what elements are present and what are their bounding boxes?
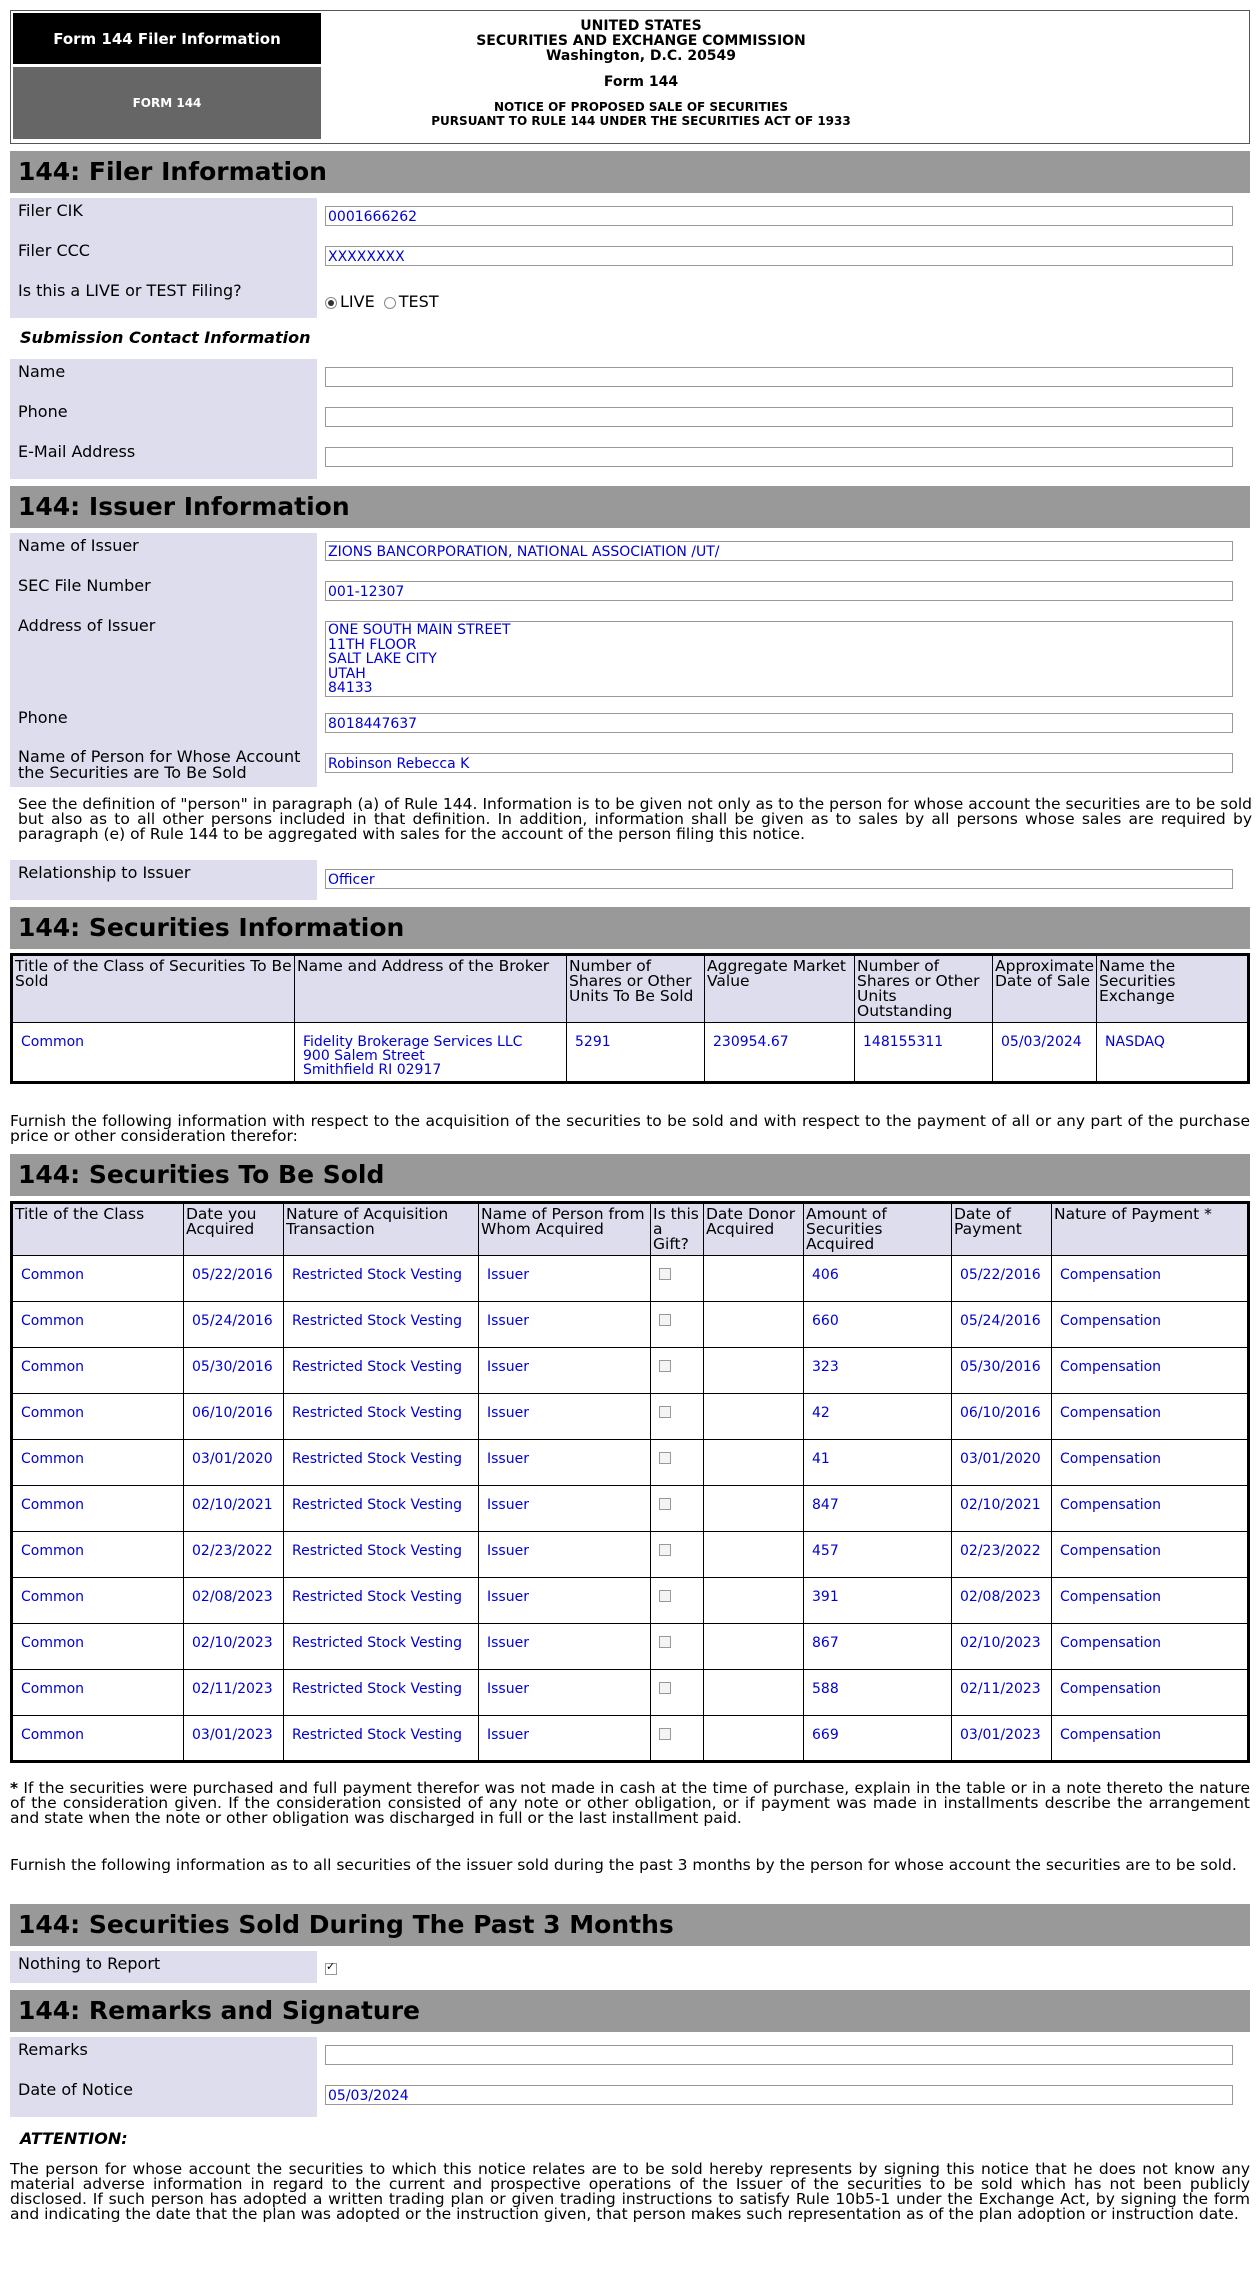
nothing-to-report-checkbox[interactable] [325, 1963, 337, 1975]
address-line: UTAH [328, 665, 366, 682]
amount-cell: 867 [804, 1624, 952, 1670]
securities-to-be-sold-table [10, 1201, 1250, 1763]
table-row [12, 1670, 1249, 1716]
contact-phone-label: Phone [10, 399, 317, 439]
amount-cell: 406 [804, 1256, 952, 1302]
date-acquired-cell: 02/10/2021 [184, 1486, 284, 1532]
gift-cell [651, 1440, 704, 1486]
relationship-field[interactable]: Officer [325, 869, 1233, 889]
is-gift-checkbox[interactable] [659, 1544, 671, 1556]
broker-cell [295, 1023, 567, 1083]
date-acquired-cell: 05/30/2016 [184, 1348, 284, 1394]
table-row [12, 1486, 1249, 1532]
acquired-from-cell: Issuer [479, 1486, 651, 1532]
broker-line: 900 Salem Street [303, 1048, 425, 1064]
market-value-cell: 230954.67 [705, 1023, 855, 1083]
section-securities-to-be-sold: 144: Securities To Be Sold [10, 1154, 1250, 1196]
gift-cell [651, 1716, 704, 1762]
payment-date-cell: 05/22/2016 [952, 1256, 1052, 1302]
donor-date-cell [704, 1440, 804, 1486]
acquired-from-cell: Issuer [479, 1256, 651, 1302]
acquired-from-cell: Issuer [479, 1670, 651, 1716]
column-header: Name the Securities Exchange [1097, 955, 1249, 1023]
amount-cell: 457 [804, 1532, 952, 1578]
nature-cell: Restricted Stock Vesting [284, 1256, 479, 1302]
table-row [12, 1716, 1249, 1762]
date-acquired-cell: 02/10/2023 [184, 1624, 284, 1670]
live-test-label: Is this a LIVE or TEST Filing? [10, 278, 317, 318]
payment-date-cell: 02/10/2021 [952, 1486, 1052, 1532]
date-acquired-cell: 05/22/2016 [184, 1256, 284, 1302]
payment-date-cell: 05/24/2016 [952, 1302, 1052, 1348]
donor-date-cell [704, 1670, 804, 1716]
contact-email-label: E-Mail Address [10, 439, 317, 479]
nature-cell: Restricted Stock Vesting [284, 1486, 479, 1532]
notice-line-2: PURSUANT TO RULE 144 UNDER THE SECURITIES ACT OF 1933 [431, 114, 851, 128]
payment-nature-cell: Compensation [1052, 1348, 1249, 1394]
column-header: Aggregate Market Value [705, 955, 855, 1023]
date-acquired-cell: 03/01/2020 [184, 1440, 284, 1486]
acquired-from-cell: Issuer [479, 1578, 651, 1624]
sale-date-cell: 05/03/2024 [993, 1023, 1097, 1083]
nature-cell: Restricted Stock Vesting [284, 1670, 479, 1716]
live-radio[interactable] [325, 297, 337, 309]
filer-cik-label: Filer CIK [10, 198, 317, 238]
column-header: Title of the Class of Securities To Be Sold [12, 955, 295, 1023]
class-cell: Common [12, 1348, 184, 1394]
acquired-from-cell: Issuer [479, 1624, 651, 1670]
remarks-field[interactable] [325, 2045, 1233, 2065]
payment-date-cell: 02/11/2023 [952, 1670, 1052, 1716]
payment-date-cell: 05/30/2016 [952, 1348, 1052, 1394]
form-header [10, 10, 1250, 144]
payment-nature-cell: Compensation [1052, 1716, 1249, 1762]
class-cell: Common [12, 1486, 184, 1532]
donor-date-cell [704, 1486, 804, 1532]
column-header: Date of Payment [952, 1203, 1052, 1256]
column-header: Name of Person from Whom Acquired [479, 1203, 651, 1256]
live-radio-label: LIVE [340, 292, 375, 311]
nature-cell: Restricted Stock Vesting [284, 1440, 479, 1486]
table-row [12, 1302, 1249, 1348]
tab-filer-information[interactable]: Form 144 Filer Information [13, 13, 321, 64]
table-row [12, 1023, 1249, 1083]
is-gift-checkbox[interactable] [659, 1728, 671, 1740]
is-gift-checkbox[interactable] [659, 1452, 671, 1464]
attention-heading: ATTENTION: [20, 2129, 128, 2148]
date-acquired-cell: 02/23/2022 [184, 1532, 284, 1578]
is-gift-checkbox[interactable] [659, 1406, 671, 1418]
filer-ccc-label: Filer CCC [10, 238, 317, 278]
contact-email-field[interactable] [325, 447, 1233, 467]
section-filer-information: 144: Filer Information [10, 151, 1250, 193]
acquired-from-cell: Issuer [479, 1394, 651, 1440]
is-gift-checkbox[interactable] [659, 1360, 671, 1372]
donor-date-cell [704, 1624, 804, 1670]
securities-information-table [10, 953, 1250, 1084]
outstanding-cell: 148155311 [855, 1023, 993, 1083]
footnote-asterisk: * [10, 1779, 19, 1797]
payment-date-cell: 02/10/2023 [952, 1624, 1052, 1670]
payment-nature-cell: Compensation [1052, 1256, 1249, 1302]
broker-line: Smithfield RI 02917 [303, 1062, 442, 1078]
column-header: Nature of Acquisition Transaction [284, 1203, 479, 1256]
column-header: Is this a Gift? [651, 1203, 704, 1256]
table-row [12, 1440, 1249, 1486]
amount-cell: 323 [804, 1348, 952, 1394]
donor-date-cell [704, 1716, 804, 1762]
payment-date-cell: 02/08/2023 [952, 1578, 1052, 1624]
address-line: ONE SOUTH MAIN STREET [328, 622, 511, 638]
form-title-block [331, 19, 951, 128]
date-acquired-cell: 03/01/2023 [184, 1716, 284, 1762]
class-cell: Common [12, 1670, 184, 1716]
class-cell: Common [12, 1256, 184, 1302]
sec-file-number-label: SEC File Number [10, 573, 317, 613]
section-issuer-information: 144: Issuer Information [10, 486, 1250, 528]
column-header: Date you Acquired [184, 1203, 284, 1256]
gift-cell [651, 1624, 704, 1670]
payment-footnote [10, 1763, 1250, 1828]
sec-file-number-field[interactable]: 001-12307 [325, 581, 1233, 601]
acquired-from-cell: Issuer [479, 1302, 651, 1348]
table-row [12, 1256, 1249, 1302]
address-line: SALT LAKE CITY [328, 651, 437, 667]
is-gift-checkbox[interactable] [659, 1498, 671, 1510]
amount-cell: 42 [804, 1394, 952, 1440]
exchange-cell: NASDAQ [1097, 1023, 1249, 1083]
issuer-address-field[interactable] [325, 621, 1233, 697]
tab-form-144[interactable]: FORM 144 [13, 67, 321, 139]
is-gift-checkbox[interactable] [659, 1590, 671, 1602]
is-gift-checkbox[interactable] [659, 1636, 671, 1648]
date-of-notice-field[interactable]: 05/03/2024 [325, 2085, 1233, 2105]
furnish-past-sales-text: Furnish the following information as to all securities of the issuer sold during the past 3 months by the person for whose account the securities are to be sold. [10, 1856, 1237, 1874]
nature-cell: Restricted Stock Vesting [284, 1348, 479, 1394]
issuer-name-field[interactable]: ZIONS BANCORPORATION, NATIONAL ASSOCIATION /UT/ [325, 541, 1233, 561]
class-cell: Common [12, 1578, 184, 1624]
table-row [12, 1578, 1249, 1624]
acquired-from-cell: Issuer [479, 1716, 651, 1762]
nature-cell: Restricted Stock Vesting [284, 1716, 479, 1762]
nature-cell: Restricted Stock Vesting [284, 1578, 479, 1624]
gift-cell [651, 1256, 704, 1302]
is-gift-checkbox[interactable] [659, 1682, 671, 1694]
column-header: Approximate Date of Sale [993, 955, 1097, 1023]
relationship-label: Relationship to Issuer [10, 860, 317, 900]
nothing-to-report-label: Nothing to Report [10, 1951, 317, 1983]
nature-cell: Restricted Stock Vesting [284, 1394, 479, 1440]
issuer-phone-field[interactable]: 8018447637 [325, 713, 1233, 733]
payment-nature-cell: Compensation [1052, 1486, 1249, 1532]
column-header: Name and Address of the Broker [295, 955, 567, 1023]
column-header: Number of Shares or Other Units To Be Sold [567, 955, 705, 1023]
amount-cell: 847 [804, 1486, 952, 1532]
payment-nature-cell: Compensation [1052, 1394, 1249, 1440]
class-cell: Common [12, 1624, 184, 1670]
class-cell: Common [12, 1440, 184, 1486]
section-remarks-and-signature: 144: Remarks and Signature [10, 1990, 1250, 2032]
person-definition-text: See the definition of "person" in paragraph (a) of Rule 144. Information is to be given not only as to the person for whose account the securities are to be sold but also as to all other persons included in that definition. In addition, information shall be given as to sales by all persons whose sales are required by paragraph (e) of Rule 144 to be aggregated with sales for the account of the person filing this notice. [18, 795, 1252, 843]
attention-text: The person for whose account the securities to which this notice relates are to be sold hereby represents by signing this notice that he does not know any material adverse information in regard to the current and prospective operations of the Issuer of the securities to be sold which has not been publicly disclosed. If such person has adopted a written trading plan or given trading instructions to satisfy Rule 10b5-1 under the Exchange Act, by signing the form and indicating the date that the plan was adopted or the instruction given, that person makes such representation as of the plan adoption or instruction date. [10, 2160, 1250, 2223]
payment-date-cell: 06/10/2016 [952, 1394, 1052, 1440]
contact-name-label: Name [10, 359, 317, 399]
donor-date-cell [704, 1578, 804, 1624]
furnish-acquisition-text: Furnish the following information with respect to the acquisition of the securities to be sold and with respect to the payment of all or any part of the purchase price or other consideration therefor: [10, 1112, 1250, 1145]
class-cell: Common [12, 1532, 184, 1578]
class-cell: Common [12, 1023, 295, 1083]
donor-date-cell [704, 1256, 804, 1302]
payment-nature-cell: Compensation [1052, 1302, 1249, 1348]
column-header: Nature of Payment * [1052, 1203, 1249, 1256]
agency-line-2: SECURITIES AND EXCHANGE COMMISSION [476, 33, 806, 49]
amount-cell: 660 [804, 1302, 952, 1348]
nature-cell: Restricted Stock Vesting [284, 1302, 479, 1348]
issuer-address-label: Address of Issuer [10, 613, 317, 705]
acquired-from-cell: Issuer [479, 1348, 651, 1394]
gift-cell [651, 1394, 704, 1440]
amount-cell: 669 [804, 1716, 952, 1762]
contact-name-field[interactable] [325, 367, 1233, 387]
column-header: Date Donor Acquired [704, 1203, 804, 1256]
notice-line-1: NOTICE OF PROPOSED SALE OF SECURITIES [494, 100, 788, 114]
acquired-from-cell: Issuer [479, 1440, 651, 1486]
gift-cell [651, 1670, 704, 1716]
class-cell: Common [12, 1394, 184, 1440]
donor-date-cell [704, 1532, 804, 1578]
column-header: Number of Shares or Other Units Outstanding [855, 955, 993, 1023]
payment-date-cell: 03/01/2020 [952, 1440, 1052, 1486]
filer-cik-field[interactable]: 0001666262 [325, 206, 1233, 226]
gift-cell [651, 1532, 704, 1578]
form-name: Form 144 [603, 74, 679, 90]
gift-cell [651, 1348, 704, 1394]
payment-nature-cell: Compensation [1052, 1624, 1249, 1670]
donor-date-cell [704, 1348, 804, 1394]
column-header: Title of the Class [12, 1203, 184, 1256]
class-cell: Common [12, 1302, 184, 1348]
person-for-account-label: Name of Person for Whose Account the Securities are To Be Sold [10, 745, 317, 787]
filer-ccc-field[interactable]: XXXXXXXX [325, 246, 1233, 266]
agency-line-3: Washington, D.C. 20549 [545, 48, 737, 64]
issuer-name-label: Name of Issuer [10, 533, 317, 573]
nature-cell: Restricted Stock Vesting [284, 1624, 479, 1670]
table-row [12, 1348, 1249, 1394]
section-securities-sold-past-3-months: 144: Securities Sold During The Past 3 Months [10, 1904, 1250, 1946]
payment-nature-cell: Compensation [1052, 1670, 1249, 1716]
payment-date-cell: 03/01/2023 [952, 1716, 1052, 1762]
address-line: 11TH FLOOR [328, 636, 417, 653]
table-row [12, 1394, 1249, 1440]
contact-phone-field[interactable] [325, 407, 1233, 427]
amount-cell: 391 [804, 1578, 952, 1624]
class-cell: Common [12, 1716, 184, 1762]
date-acquired-cell: 02/08/2023 [184, 1578, 284, 1624]
test-radio-label: TEST [398, 292, 439, 311]
person-for-account-field[interactable]: Robinson Rebecca K [325, 753, 1233, 773]
date-of-notice-label: Date of Notice [10, 2077, 317, 2117]
agency-line-1: UNITED STATES [580, 18, 702, 34]
footnote-text: If the securities were purchased and full payment therefor was not made in cash at the time of purchase, explain in the table or in a note thereto the nature of the consideration given. If the consideration consisted of any note or other obligation, or if payment was made in installments describe the arrangement and state when the note or other obligation was discharged in full or the last installment paid. [10, 1779, 1250, 1827]
donor-date-cell [704, 1394, 804, 1440]
section-securities-information: 144: Securities Information [10, 907, 1250, 949]
table-row [12, 1624, 1249, 1670]
units-cell: 5291 [567, 1023, 705, 1083]
donor-date-cell [704, 1302, 804, 1348]
broker-line: Fidelity Brokerage Services LLC [303, 1034, 523, 1050]
is-gift-checkbox[interactable] [659, 1268, 671, 1280]
acquired-from-cell: Issuer [479, 1532, 651, 1578]
date-acquired-cell: 02/11/2023 [184, 1670, 284, 1716]
date-acquired-cell: 06/10/2016 [184, 1394, 284, 1440]
table-row [12, 1532, 1249, 1578]
nature-cell: Restricted Stock Vesting [284, 1532, 479, 1578]
gift-cell [651, 1302, 704, 1348]
issuer-phone-label: Phone [10, 705, 317, 745]
test-radio[interactable] [384, 297, 396, 309]
amount-cell: 588 [804, 1670, 952, 1716]
is-gift-checkbox[interactable] [659, 1314, 671, 1326]
remarks-label: Remarks [10, 2037, 317, 2077]
payment-nature-cell: Compensation [1052, 1532, 1249, 1578]
column-header: Amount of Securities Acquired [804, 1203, 952, 1256]
amount-cell: 41 [804, 1440, 952, 1486]
submission-contact-heading: Submission Contact Information [20, 328, 311, 347]
address-line: 84133 [328, 680, 373, 696]
payment-date-cell: 02/23/2022 [952, 1532, 1052, 1578]
payment-nature-cell: Compensation [1052, 1440, 1249, 1486]
gift-cell [651, 1578, 704, 1624]
date-acquired-cell: 05/24/2016 [184, 1302, 284, 1348]
payment-nature-cell: Compensation [1052, 1578, 1249, 1624]
gift-cell [651, 1486, 704, 1532]
